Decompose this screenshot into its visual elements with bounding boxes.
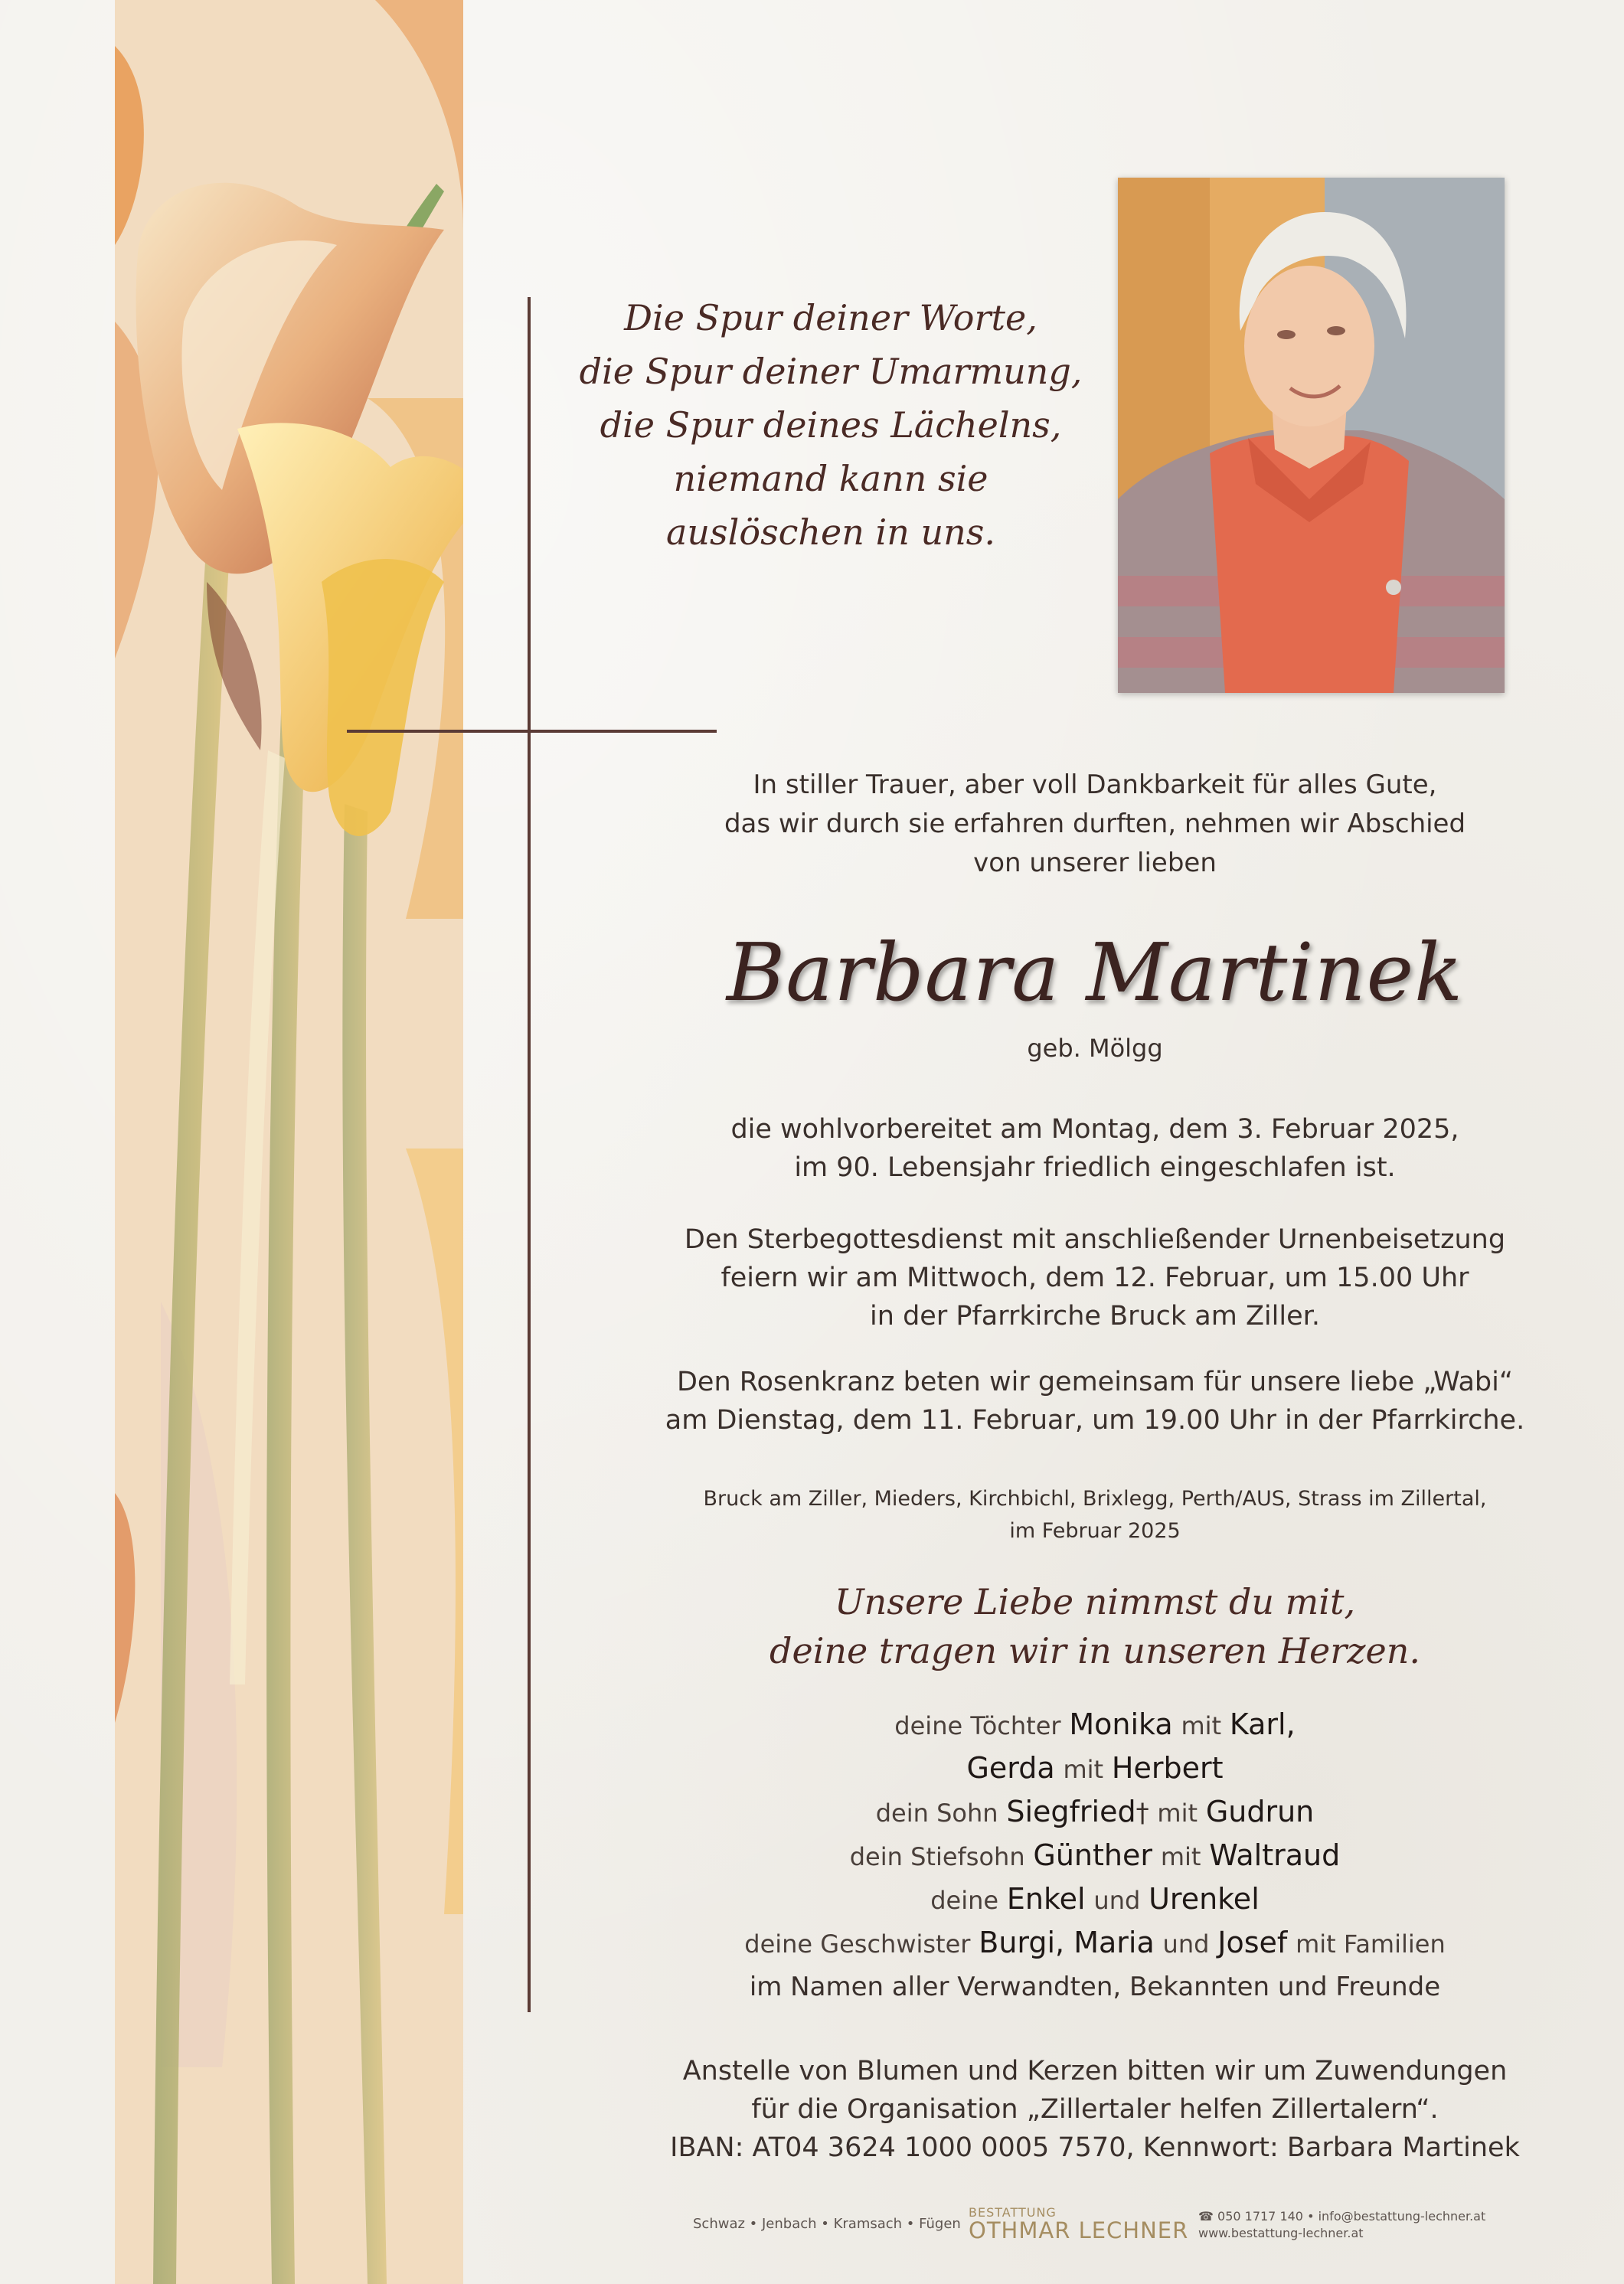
family-member-name: Urenkel xyxy=(1149,1882,1260,1916)
family-row-stepson xyxy=(636,1835,1554,1878)
connector-word: mit xyxy=(1063,1755,1104,1784)
cross-vertical-line xyxy=(528,297,531,2012)
relation-label: deine Töchter xyxy=(894,1711,1061,1740)
family-row-daughters xyxy=(636,1704,1554,1747)
connector-word: mit xyxy=(1160,1842,1201,1871)
family-member-name: Karl, xyxy=(1229,1707,1296,1741)
family-member-name: Günther xyxy=(1033,1838,1153,1872)
cross-horizontal-line xyxy=(347,730,717,733)
portrait-photo xyxy=(1118,178,1505,693)
footer-towns: Schwaz • Jenbach • Kramsach • Fügen xyxy=(693,2216,961,2232)
family-member-name: Gerda xyxy=(966,1751,1055,1785)
donation-request xyxy=(636,2052,1554,2167)
motto xyxy=(636,1577,1554,1675)
family-member-name: Siegfried xyxy=(1006,1795,1136,1828)
family-member-name: Burgi, Maria xyxy=(979,1926,1155,1959)
motto-line: deine tragen wir in unseren Herzen. xyxy=(770,1630,1420,1671)
family-row-daughter-2 xyxy=(636,1747,1554,1791)
family-member-name: Josef xyxy=(1217,1926,1288,1959)
funeral-line: Den Sterbegottesdienst mit anschließender Urnenbeisetzung xyxy=(684,1224,1506,1255)
contact-phone-email: ☎ 050 1717 140 • info@bestattung-lechner.at xyxy=(1198,2209,1486,2224)
family-member-name: Gudrun xyxy=(1205,1795,1315,1828)
death-notice xyxy=(636,1110,1554,1187)
brand-small: BESTATTUNG xyxy=(969,2205,1057,2220)
funeral-service xyxy=(636,1220,1554,1335)
places-line: Bruck am Ziller, Mieders, Kirchbichl, Brixlegg, Perth/AUS, Strass im Zillertal, xyxy=(703,1487,1487,1511)
donation-line: Anstelle von Blumen und Kerzen bitten wir um Zuwendungen xyxy=(682,2056,1508,2086)
quote-line: auslöschen in uns. xyxy=(666,511,995,553)
family-member-name: Monika xyxy=(1069,1707,1173,1741)
footer xyxy=(666,2205,1508,2251)
rosary-line: am Dienstag, dem 11. Februar, um 19.00 Uhr in der Pfarrkirche. xyxy=(665,1405,1525,1436)
relatives-line: im Namen aller Verwandten, Bekannten und Freunde xyxy=(749,1972,1441,2002)
date-line: im Februar 2025 xyxy=(1009,1519,1181,1543)
quote-line: die Spur deines Lächelns, xyxy=(600,404,1062,446)
intro-line: von unserer lieben xyxy=(973,848,1217,878)
rosary-notice xyxy=(636,1363,1554,1439)
deceased-dagger-icon: † xyxy=(1135,1798,1149,1828)
memorial-quote xyxy=(551,291,1110,559)
funeral-line: in der Pfarrkirche Bruck am Ziller. xyxy=(870,1301,1320,1332)
calla-lily-watercolor xyxy=(115,0,463,2284)
relation-label: dein Stiefsohn xyxy=(849,1842,1025,1871)
relation-label: deine xyxy=(930,1886,999,1915)
intro-text xyxy=(636,766,1554,883)
family-list xyxy=(636,1704,1554,1965)
family-member-name: Waltraud xyxy=(1209,1838,1341,1872)
connector-word: mit xyxy=(1181,1711,1222,1740)
quote-line: Die Spur deiner Worte, xyxy=(624,297,1037,338)
intro-line: das wir durch sie erfahren durften, nehmen wir Abschied xyxy=(724,809,1466,839)
intro-line: In stiller Trauer, aber voll Dankbarkeit für alles Gute, xyxy=(753,770,1437,800)
family-member-name: Enkel xyxy=(1006,1882,1086,1916)
iban-line: IBAN: AT04 3624 1000 0005 7570, Kennwort: Barbara Martinek xyxy=(670,2132,1520,2163)
funeral-line: feiern wir am Mittwoch, dem 12. Februar, um 15.00 Uhr xyxy=(721,1263,1469,1293)
places-date xyxy=(636,1483,1554,1547)
family-row-son xyxy=(636,1791,1554,1835)
deceased-name: Barbara Martinek xyxy=(726,926,1464,1019)
death-notice-line: die wohlvorbereitet am Montag, dem 3. Februar 2025, xyxy=(730,1114,1459,1145)
brand-large: OTHMAR LECHNER xyxy=(969,2217,1189,2243)
connector-word: mit xyxy=(1157,1799,1198,1828)
family-row-grandchildren xyxy=(636,1878,1554,1922)
relation-label: mit Familien xyxy=(1296,1929,1446,1959)
death-notice-line: im 90. Lebensjahr friedlich eingeschlafen ist. xyxy=(794,1152,1396,1183)
relation-label: deine Geschwister xyxy=(744,1929,971,1959)
motto-line: Unsere Liebe nimmst du mit, xyxy=(834,1581,1356,1622)
relation-label: dein Sohn xyxy=(875,1799,998,1828)
footer-contact xyxy=(1198,2208,1485,2242)
quote-line: die Spur deiner Umarmung, xyxy=(579,351,1083,392)
funeral-home-logo xyxy=(969,2205,1188,2243)
connector-word: und xyxy=(1093,1886,1141,1915)
contact-website: www.bestattung-lechner.at xyxy=(1198,2226,1364,2240)
family-row-siblings xyxy=(636,1922,1554,1965)
connector-word: und xyxy=(1162,1929,1210,1959)
rosary-line: Den Rosenkranz beten wir gemeinsam für unsere liebe „Wabi“ xyxy=(676,1367,1514,1397)
quote-line: niemand kann sie xyxy=(673,458,988,499)
family-member-name: Herbert xyxy=(1111,1751,1224,1785)
donation-line: für die Organisation „Zillertaler helfen Zillertalern“. xyxy=(751,2094,1439,2125)
birth-name: geb. Mölgg xyxy=(1027,1034,1163,1063)
